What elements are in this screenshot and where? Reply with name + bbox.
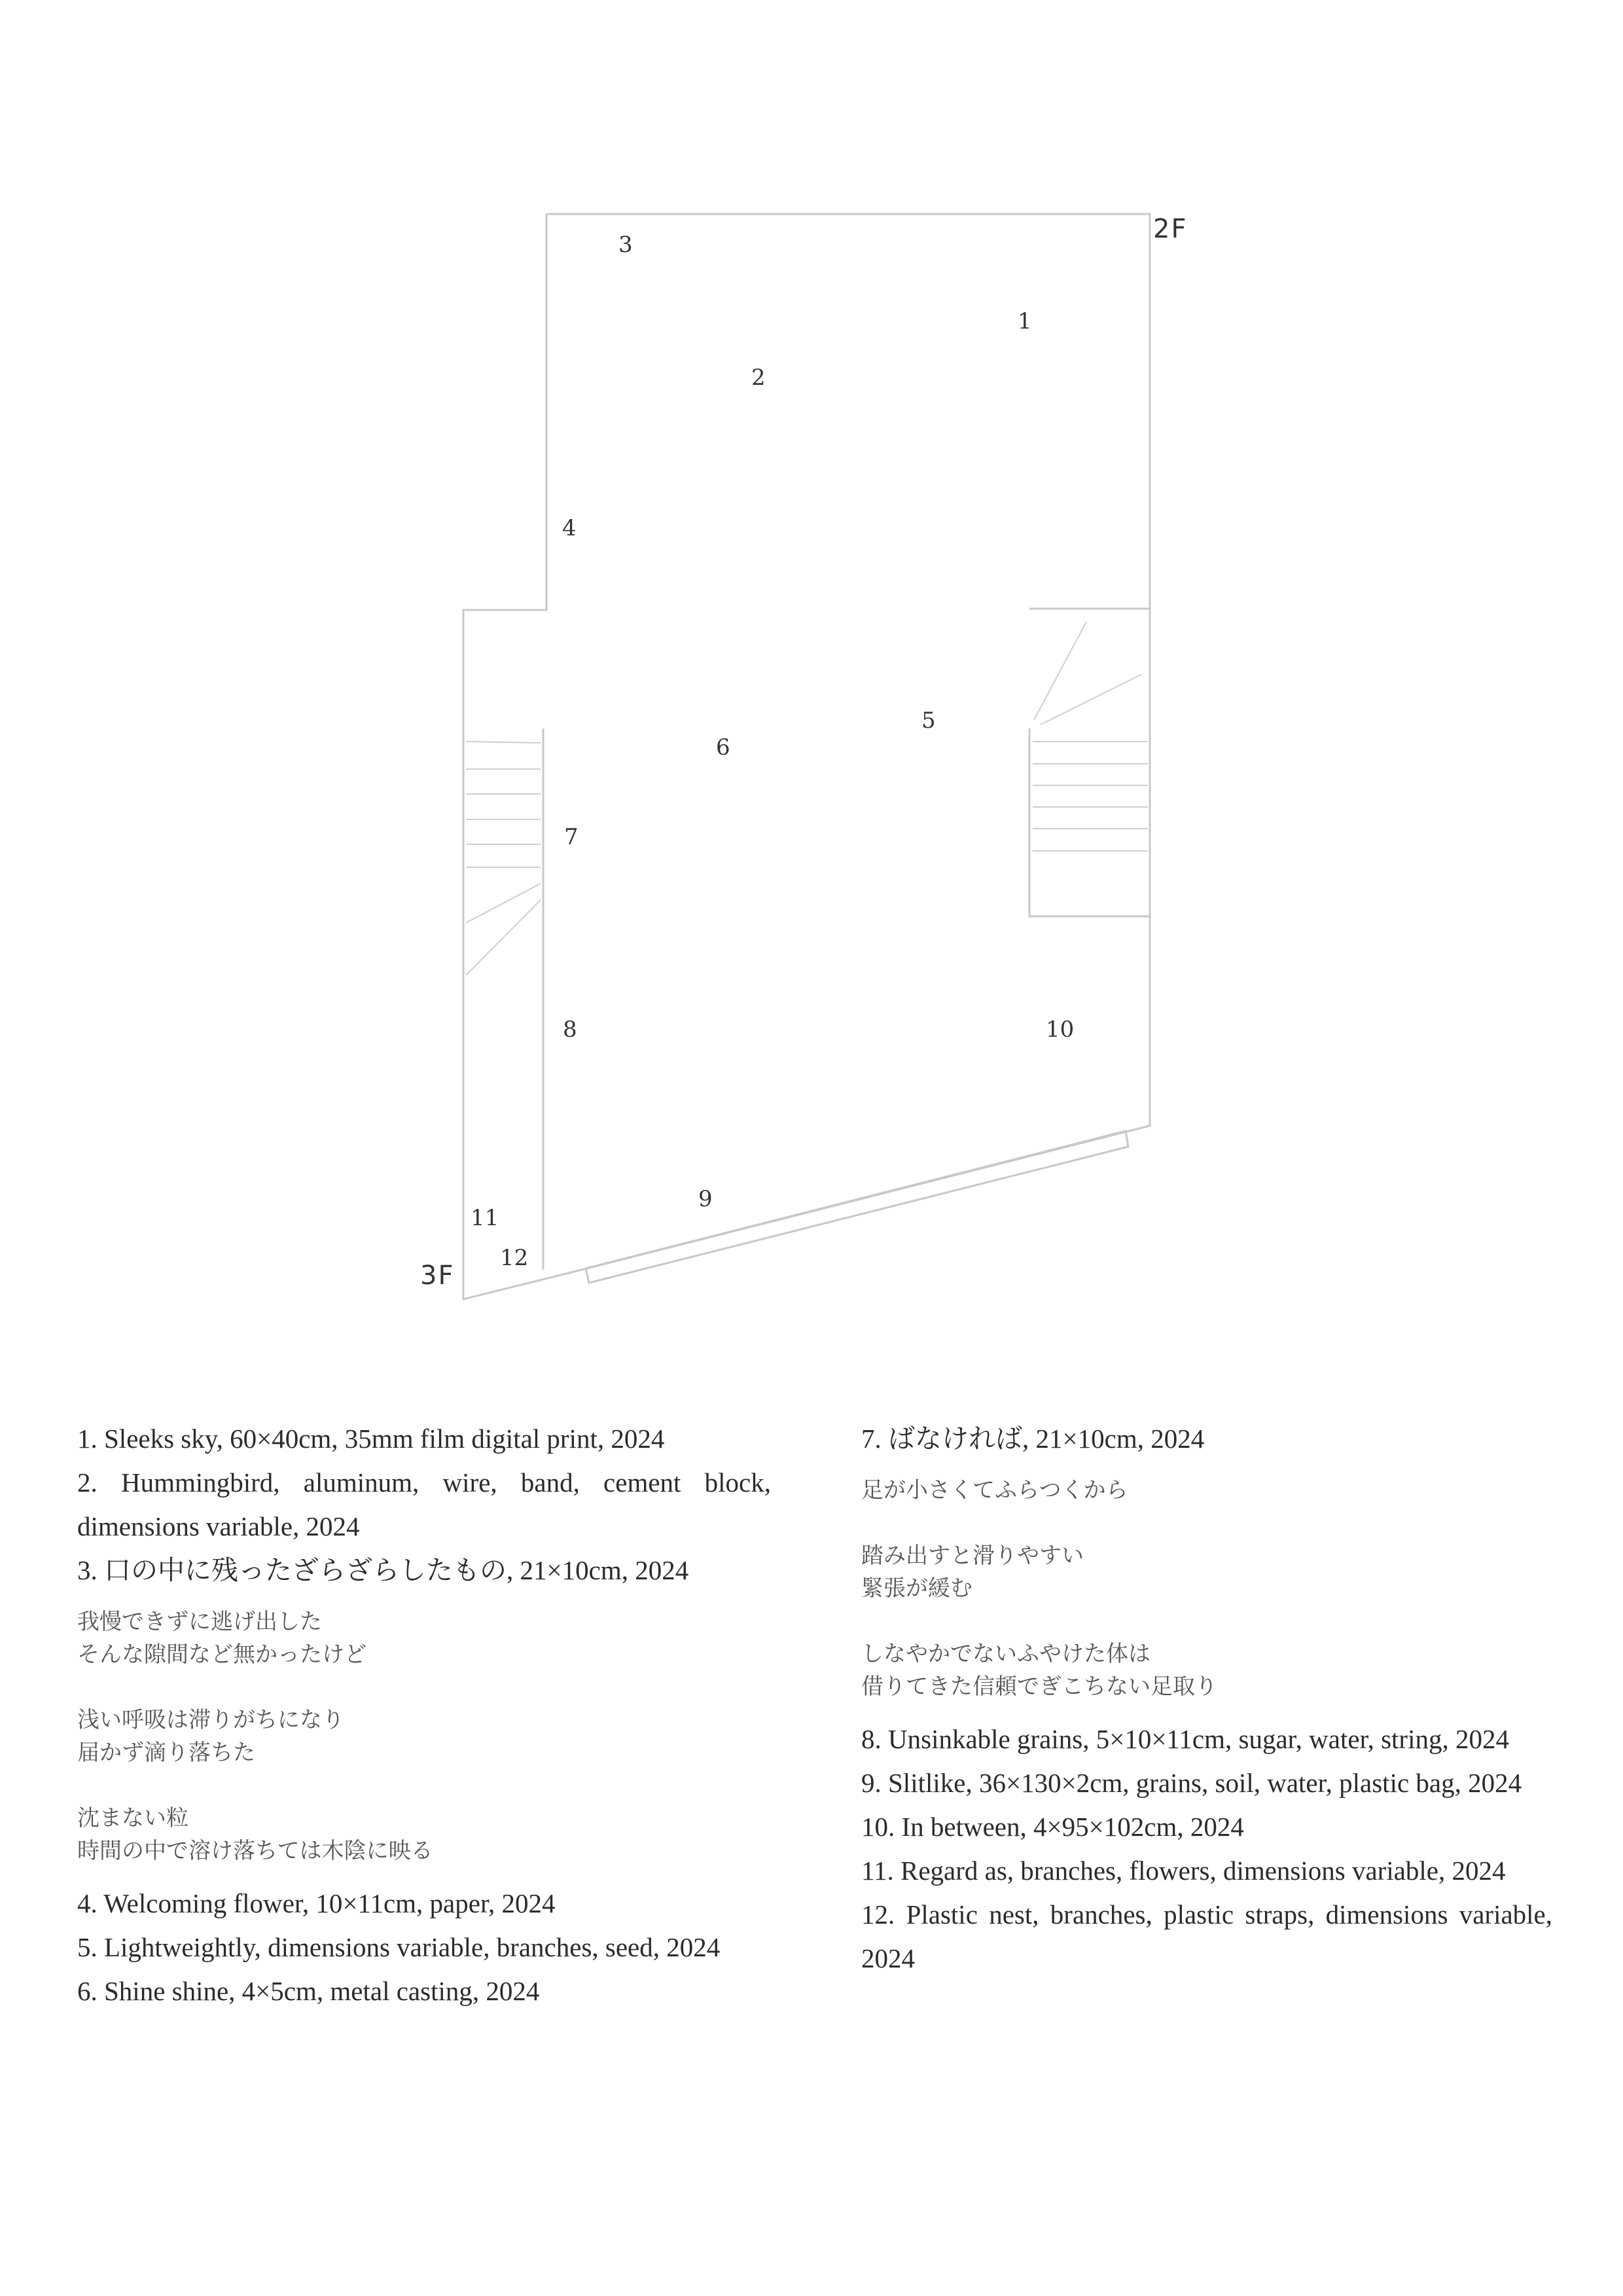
work-entry: 8. Unsinkable grains, 5×10×11cm, sugar, water, string, 2024 (861, 1724, 1509, 1754)
work-entry: 6. Shine shine, 4×5cm, metal casting, 2024 (77, 1976, 540, 2006)
marker-9: 9 (698, 1186, 713, 1212)
work-entry: 9. Slitlike, 36×130×2cm, grains, soil, water, plastic bag, 2024 (861, 1768, 1522, 1798)
poem-stanza (861, 1474, 1552, 1507)
marker-8: 8 (563, 1016, 577, 1043)
works-list-left (77, 1417, 771, 2013)
work-entry: 10. In between, 4×95×102cm, 2024 (861, 1812, 1244, 1842)
poem (77, 1605, 771, 1867)
works-list-right (861, 1417, 1552, 1981)
right-stair-box (1029, 728, 1150, 916)
floor-label-2f: 2F (1153, 214, 1188, 244)
poem-line: そんな隙間など無かったけど (77, 1641, 366, 1668)
work-entry: 12. Plastic nest, branches, plastic straps, dimensions variable, 2024 (861, 1899, 1552, 1973)
marker-7: 7 (564, 824, 579, 850)
slit-object (586, 1131, 1128, 1283)
poem-line: 借りてきた信頼でぎこちない足取り (861, 1674, 1217, 1700)
poem-line: 緊張が緩む (861, 1575, 972, 1602)
work-entry: 2. Hummingbird, aluminum, wire, band, cement block, dimensions variable, 2024 (77, 1467, 771, 1541)
poem-stanza (77, 1704, 771, 1769)
work-entry: 5. Lightweightly, dimensions variable, branches, seed, 2024 (77, 1932, 721, 1962)
work-entry: 3. 口の中に残ったざらざらしたもの, 21×10cm, 2024 (77, 1555, 689, 1585)
marker-10: 10 (1046, 1016, 1075, 1043)
poem (861, 1474, 1552, 1703)
poem-line: しなやかでないふやけた体は (861, 1641, 1150, 1667)
marker-11: 11 (471, 1205, 499, 1231)
left-stairs (466, 742, 541, 975)
marker-2: 2 (751, 365, 766, 391)
work-entry: 4. Welcoming flower, 10×11cm, paper, 2024 (77, 1888, 556, 1918)
poem-line: 届かず滴り落ちた (77, 1740, 255, 1766)
poem-stanza (77, 1605, 771, 1671)
poem-stanza (861, 1638, 1552, 1703)
work-entry: 7. ばなければ, 21×10cm, 2024 (861, 1424, 1205, 1454)
floor-plan-outline (463, 214, 1150, 1299)
poem-line: 我慢できずに逃げ出した (77, 1609, 322, 1635)
floor-label-3f: 3F (420, 1261, 455, 1291)
marker-5: 5 (921, 708, 936, 734)
right-stairs (1033, 622, 1148, 851)
poem-line: 足が小さくてふらつくから (861, 1477, 1128, 1503)
marker-3: 3 (618, 232, 633, 258)
marker-1: 1 (1018, 308, 1032, 334)
poem-stanza (861, 1539, 1552, 1605)
work-entry: 1. Sleeks sky, 60×40cm, 35mm film digital print, 2024 (77, 1424, 665, 1454)
marker-4: 4 (562, 515, 577, 541)
poem-line: 時間の中で溶け落ちては木陰に映る (77, 1838, 433, 1864)
poem-line: 沈まない粒 (77, 1805, 188, 1831)
poem-line: 踏み出すと滑りやすい (861, 1543, 1084, 1569)
marker-12: 12 (500, 1245, 529, 1271)
poem-line: 浅い呼吸は滞りがちになり (77, 1707, 344, 1733)
marker-6: 6 (716, 734, 730, 761)
work-entry: 11. Regard as, branches, flowers, dimensions variable, 2024 (861, 1856, 1506, 1886)
poem-stanza (77, 1802, 771, 1867)
